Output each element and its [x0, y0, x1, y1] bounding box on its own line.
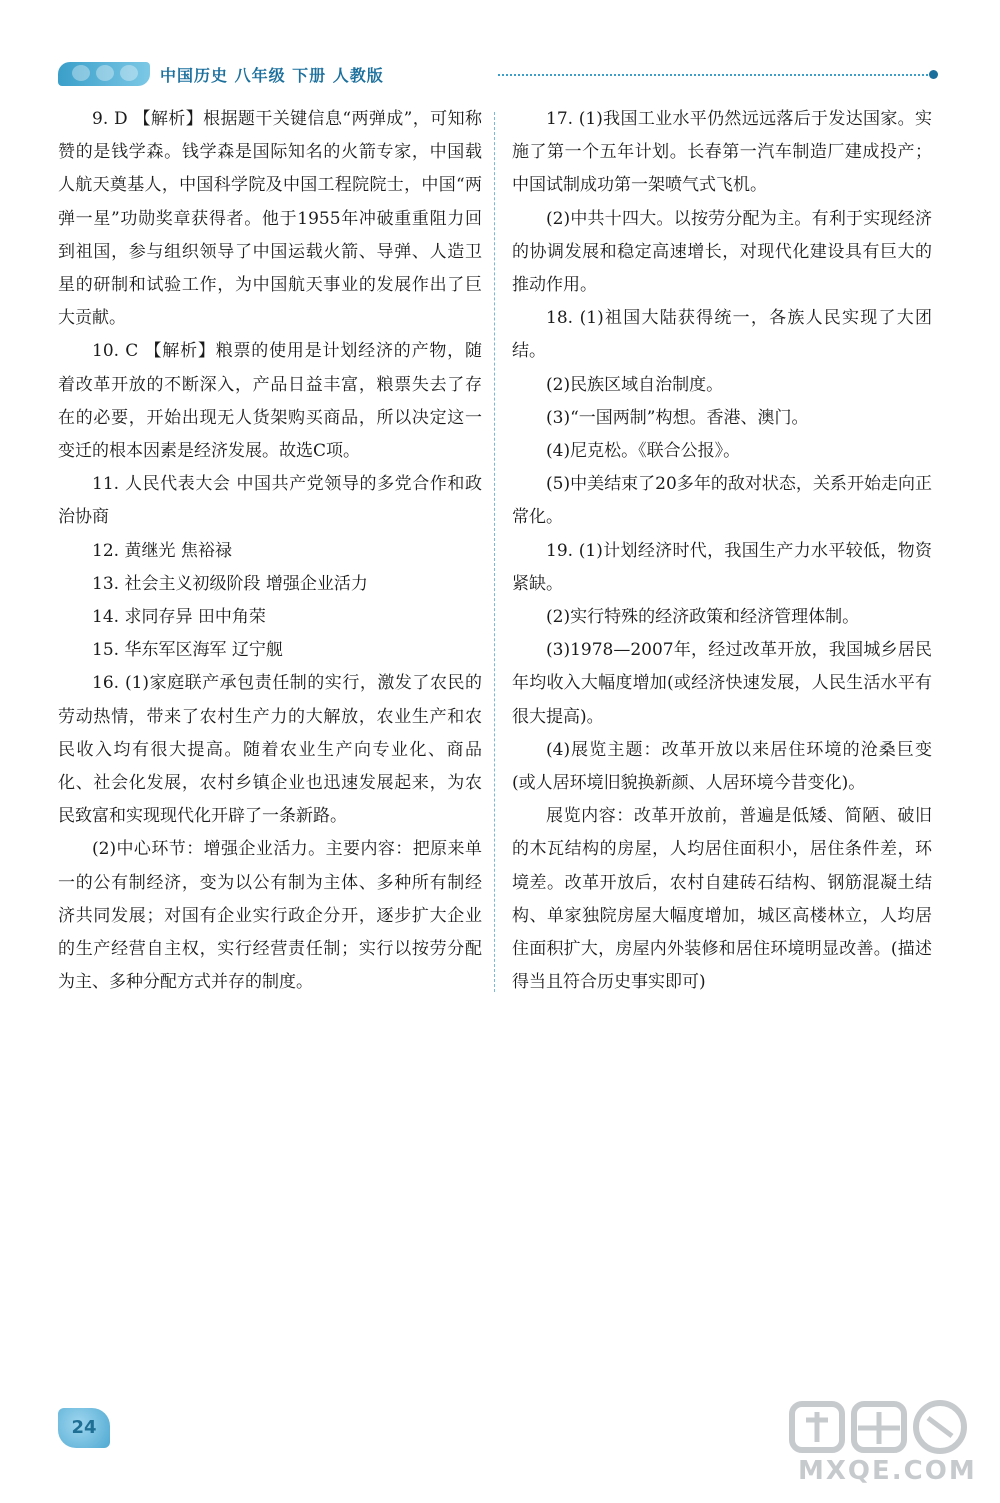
answer-19-part-3: (3)1978—2007年，经过改革开放，我国城乡居民年均收入大幅度增加(或经济快速发展，人民生活水平有很大提高)。 — [512, 640, 932, 727]
left-column — [58, 103, 482, 999]
page-number: 24 — [58, 1408, 110, 1448]
watermark-text: MXQE.COM — [798, 1456, 977, 1486]
header-dot-icon — [929, 70, 938, 79]
watermark — [788, 1398, 978, 1490]
answer-18-part-5: (5)中美结束了20多年的敌对状态，关系开始走向正常化。 — [512, 474, 932, 528]
answer-10: 10. C 【解析】粮票的使用是计划经济的产物，随着改革开放的不断深入，产品日益丰富，粮票失去了存在的必要，开始出现无人货架购买商品，所以决定这一变迁的根本因素是经济发展。故选C项。 — [58, 341, 482, 462]
answer-12: 12. 黄继光 焦裕禄 — [92, 540, 232, 561]
header-title: 中国历史 八年级 下册 人教版 — [160, 66, 384, 85]
answer-18-part-3: (3)“一国两制”构想。香港、澳门。 — [546, 407, 809, 428]
answer-19-part-4: (4)展览主题：改革开放以来居住环境的沧桑巨变(或人居环境旧貌换新颜、人居环境今昔变化)。 — [512, 739, 932, 794]
answer-17-part-2: (2)中共十四大。以按劳分配为主。有利于实现经济的协调发展和稳定高速增长，对现代化建设具有巨大的推动作用。 — [512, 208, 932, 296]
answer-9: 9. D 【解析】根据题干关键信息“两弹成”，可知称赞的是钱学森。钱学森是国际知名的火箭专家，中国载人航天奠基人，中国科学院及中国工程院院士，中国“两弹一星”功勋奖章获得者。他于1955年冲破重重阻力回到祖国，参与组织领导了中国运载火箭、导弹、人造卫星的研制和试验工作，为中国航天事业的发展作出了巨大贡献。 — [58, 109, 482, 329]
answer-19-part-1: 19. (1)计划经济时代，我国生产力水平较低，物资紧缺。 — [512, 540, 932, 594]
answer-13: 13. 社会主义初级阶段 增强企业活力 — [92, 573, 368, 594]
answer-18-part-2: (2)民族区域自治制度。 — [546, 374, 724, 395]
answer-17-part-1: 17. (1)我国工业水平仍然远远落后于发达国家。实施了第一个五年计划。长春第一汽车制造厂建成投产；中国试制成功第一架喷气式飞机。 — [512, 109, 932, 196]
answer-16-part-2: (2)中心环节：增强企业活力。主要内容：把原来单一的公有制经济，变为以公有制为主体、多种所有制经济共同发展；对国有企业实行政企分开，逐步扩大企业的生产经营自主权，实行经营责任制；实行以按劳分配为主、多种分配方式并存的制度。 — [58, 839, 482, 993]
header-badge-logo — [58, 62, 150, 86]
page-header — [58, 60, 938, 90]
answer-19-exhibit-content: 展览内容：改革开放前，普遍是低矮、简陋、破旧的木瓦结构的房屋，人均居住面积小，居住条件差，环境差。改革开放后，农村自建砖石结构、钢筋混凝土结构、单家独院房屋大幅度增加，城区高楼林立，人均居住面积扩大，房屋内外装修和居住环境明显改善。(描述得当且符合历史事实即可) — [512, 806, 932, 993]
answer-11: 11. 人民代表大会 中国共产党领导的多党合作和政治协商 — [58, 474, 482, 528]
header-dotted-rule — [498, 74, 928, 76]
answer-18-part-4: (4)尼克松。《联合公报》。 — [546, 441, 741, 462]
answer-15: 15. 华东军区海军 辽宁舰 — [92, 640, 283, 661]
column-divider — [494, 112, 495, 992]
answer-14: 14. 求同存异 田中角荣 — [92, 607, 266, 628]
watermark-logo-icon — [788, 1398, 978, 1456]
answer-19-part-2: (2)实行特殊的经济政策和经济管理体制。 — [546, 607, 860, 628]
right-column — [512, 103, 932, 999]
answer-16-part-1: 16. (1)家庭联产承包责任制的实行，激发了农民的劳动热情，带来了农村生产力的大解放，农业生产和农民收入均有很大提高。随着农业生产向专业化、商品化、社会化发展，农村乡镇企业也迅速发展起来，为农民致富和实现现代化开辟了一条新路。 — [58, 673, 482, 827]
answer-18-part-1: 18. (1)祖国大陆获得统一，各族人民实现了大团结。 — [512, 308, 932, 362]
